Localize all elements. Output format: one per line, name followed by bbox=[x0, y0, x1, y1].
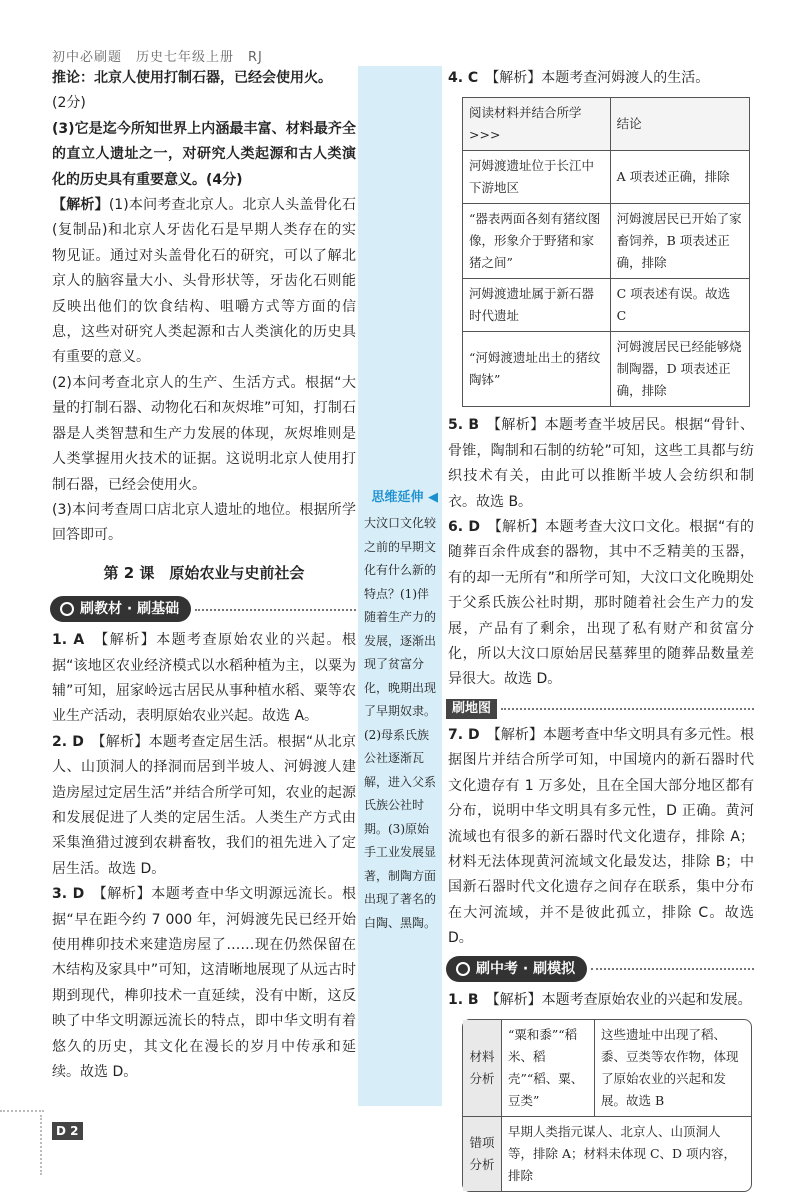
answer-inference: 推论：北京人使用打制石器，已经会使用火。 bbox=[52, 70, 332, 86]
sidebar-title-text: 思维延伸 bbox=[371, 490, 424, 505]
lesson-title: 第 2 课 原始农业与史前社会 bbox=[103, 563, 305, 582]
banner-label: 刷中考 · 刷模拟 bbox=[476, 960, 576, 977]
question-text: 【解析】本题考查原始农业的兴起和发展。 bbox=[492, 991, 752, 1008]
question-text: 【解析】本题考查大汶口文化。根据“有的随葬百余件成套的器物，其中不乏精美的玉器，有的却一无所有”和所学可知，大汶口文化晚期处于父系氏族公社时期，那时随着社会生产力的发展，产品有了剩余，出现了私有财产和贫富分化，所以大汶口原始居民墓葬里的随葬品数量差异很大。故选 D。 bbox=[448, 519, 754, 688]
banner-pill bbox=[50, 596, 191, 622]
row-label: 错项分析 bbox=[463, 1117, 502, 1191]
question-number: 7. D bbox=[448, 726, 480, 743]
sidebar-title: 思维延伸 ◀ bbox=[371, 490, 438, 505]
question-number: 4. C bbox=[448, 70, 479, 86]
analysis-part2: (2)本问考查北京人的生产、生活方式。根据“大量的打制石器、动物化石和灰烬堆”可知，打制石器是人类智慧和生产力发展的体现，灰烬堆则是人类掌握用火技术的证据。这说明北京人使用打制石器，已经会使用火。 bbox=[52, 374, 356, 493]
question-number: 6. D bbox=[448, 519, 480, 536]
question-text: 【解析】本题考查定居生活。根据“从北京人、山顶洞人的择洞而居到半坡人、河姆渡人建造房屋过定居生活”并结合所学可知，农业的起源和发展促进了人类的定居生活。人类生产方式由采集渔猎过渡到农耕畜牧，我们的祖先进入了定居生活。故选 D。 bbox=[52, 733, 356, 877]
analysis-tag: 【解析】 bbox=[52, 197, 109, 214]
row-quote: “粟和黍”“稻米、稻壳”“稻、粟、豆类” bbox=[502, 1020, 595, 1116]
score-note: (2分) bbox=[52, 95, 86, 112]
analysis-table bbox=[462, 97, 750, 407]
question-text: 【解析】本题考查河姆渡人的生活。 bbox=[492, 70, 710, 86]
row-text: 这些遗址中出现了稻、黍、豆类等农作物，体现了原始农业的兴起和发展。故选 B bbox=[601, 1026, 739, 1108]
book-icon bbox=[60, 602, 74, 616]
table-cell: 河姆渡居民已开始了家畜饲养，B 项表述正确，排除 bbox=[610, 204, 749, 279]
thinking-extension-sidebar bbox=[358, 66, 442, 1106]
analysis-box bbox=[462, 1019, 752, 1192]
table-cell: 河姆渡遗址属于新石器时代遗址 bbox=[463, 279, 611, 332]
table-row bbox=[463, 204, 750, 279]
table-header-row bbox=[463, 98, 750, 151]
dotted-rule bbox=[501, 707, 754, 710]
table-cell: “器表两面各刻有猪纹图像，形象介于野猪和家猪之间” bbox=[463, 204, 611, 279]
question-number: 1. A bbox=[52, 632, 85, 649]
dotted-rule bbox=[195, 608, 356, 611]
analysis-part1 bbox=[52, 193, 356, 371]
question-4 bbox=[448, 66, 754, 91]
question-6 bbox=[448, 515, 754, 693]
table-row bbox=[463, 279, 750, 332]
table-cell: C 项表述有误。故选 C bbox=[610, 279, 749, 332]
row-text: 早期人类指元谋人、北京人、山顶洞人等，排除 A；材料未体现 C、D 项内容，排除 bbox=[508, 1123, 737, 1183]
running-header: 初中必刷题 历史七年级上册 RJ bbox=[52, 50, 263, 65]
dotted-rule bbox=[591, 967, 754, 970]
question-number: 5. B bbox=[448, 417, 480, 434]
right-column bbox=[448, 66, 754, 1192]
question-number: 1. B bbox=[448, 991, 479, 1008]
book-icon bbox=[456, 962, 470, 976]
row-label: 材料分析 bbox=[463, 1020, 502, 1116]
question-text: 【解析】本题考查原始农业的兴起。根据“该地区农业经济模式以水稻种植为主，以粟为辅”可知，屈家岭远古居民从事种植水稻、粟等农业生产活动，表明原始农业兴起。故选 A。 bbox=[52, 632, 357, 725]
page-decoration bbox=[0, 1110, 44, 1112]
question-5 bbox=[448, 413, 754, 515]
question-1 bbox=[52, 628, 356, 730]
table-row bbox=[463, 332, 750, 407]
mock-question-1 bbox=[448, 988, 754, 1013]
question-number: 3. D bbox=[52, 886, 85, 903]
table-header-cell: 结论 bbox=[610, 98, 749, 151]
question-number: 2. D bbox=[52, 733, 84, 750]
question-3 bbox=[52, 882, 356, 1085]
table-cell: A 项表述正确，排除 bbox=[610, 151, 749, 204]
table-row bbox=[463, 151, 750, 204]
page-decoration bbox=[40, 1115, 44, 1175]
page-number: D 2 bbox=[52, 1122, 83, 1140]
analysis-part3: (3)本问考查周口店北京人遗址的地位。根据所学回答即可。 bbox=[52, 501, 356, 544]
question-text: 【解析】本题考查中华文明源远流长。根据“早在距今约 7 000 年，河姆渡先民已经开始使用榫卯技术来建造房屋了……现在仍然保留在木结构及家具中”可知，这清晰地展现了从远古时期到现代，榫卯技术一直延续，没有中断，这反映了中华文明源远流长的特点，即中华文明有着悠久的历史，其文化在漫长的岁月中传承和延续。故选 D。 bbox=[52, 886, 356, 1081]
analysis-row bbox=[463, 1117, 751, 1191]
question-2 bbox=[52, 730, 356, 882]
table-cell: 河姆渡遗址位于长江中下游地区 bbox=[463, 151, 611, 204]
section-banner-map bbox=[446, 699, 754, 719]
banner-pill bbox=[446, 956, 587, 982]
sidebar-text: 大汶口文化较之前的早期文化有什么新的特点？(1)伴随着生产力的发展，逐渐出现了贫富分化，晚期出现了早期奴隶。(2)母系氏族公社逐渐瓦解，进入父系氏族公社时期。(3)原始手工业发展显著，制陶方面出现了著名的白陶、黑陶。 bbox=[364, 516, 437, 930]
table-cell: 河姆渡居民已经能够烧制陶器，D 项表述正确，排除 bbox=[610, 332, 749, 407]
question-text: 【解析】本题考查中华文明具有多元性。根据图片并结合所学可知，中国境内的新石器时代文化遗存有 1 万多处，且在全国大部分地区都有分布，说明中华文明具有多元性，D 正确。黄河流域也有很多的新石器时代文化遗存，排除 A；材料无法体现黄河流域文化最发达，排除 B；中国新石器时代文化遗存之间存在联系，集中分布在大河流域，并不是彼此孤立，排除 C。故选 D。 bbox=[448, 726, 754, 947]
question-text: 【解析】本题考查半坡居民。根据“骨针、骨锥，陶制和石制的纺轮”可知，这些工具都与纺织技术有关，由此可以推断半坡人会纺织和制衣。故选 B。 bbox=[448, 417, 754, 510]
table-header-cell: 阅读材料并结合所学 >>> bbox=[463, 98, 611, 151]
table-cell: “河姆渡遗址出土的猪纹陶钵” bbox=[463, 332, 611, 407]
answer-part3: (3)它是迄今所知世界上内涵最丰富、材料最齐全的直立人遗址之一，对研究人类起源和古人类演化的历史具有重要意义。(4分) bbox=[52, 120, 356, 188]
section-banner-exam bbox=[446, 956, 754, 982]
banner-label: 刷地图 bbox=[446, 699, 497, 719]
left-column bbox=[52, 66, 356, 1085]
question-7 bbox=[448, 723, 754, 952]
analysis-text: (1)本问考查北京人。北京人头盖骨化石(复制品)和北京人牙齿化石是早期人类存在的实物见证。通过对头盖骨化石的研究，可以了解北京人的脑容量大小、头骨形状等，牙齿化石则能反映出他们的饮食结构、咀嚼方式等方面的信息，这些对研究人类起源和古人类演化的历史具有重要的意义。 bbox=[52, 197, 356, 366]
analysis-row bbox=[463, 1020, 751, 1117]
banner-label: 刷教材 · 刷基础 bbox=[80, 601, 180, 618]
section-banner-basic bbox=[50, 596, 356, 622]
